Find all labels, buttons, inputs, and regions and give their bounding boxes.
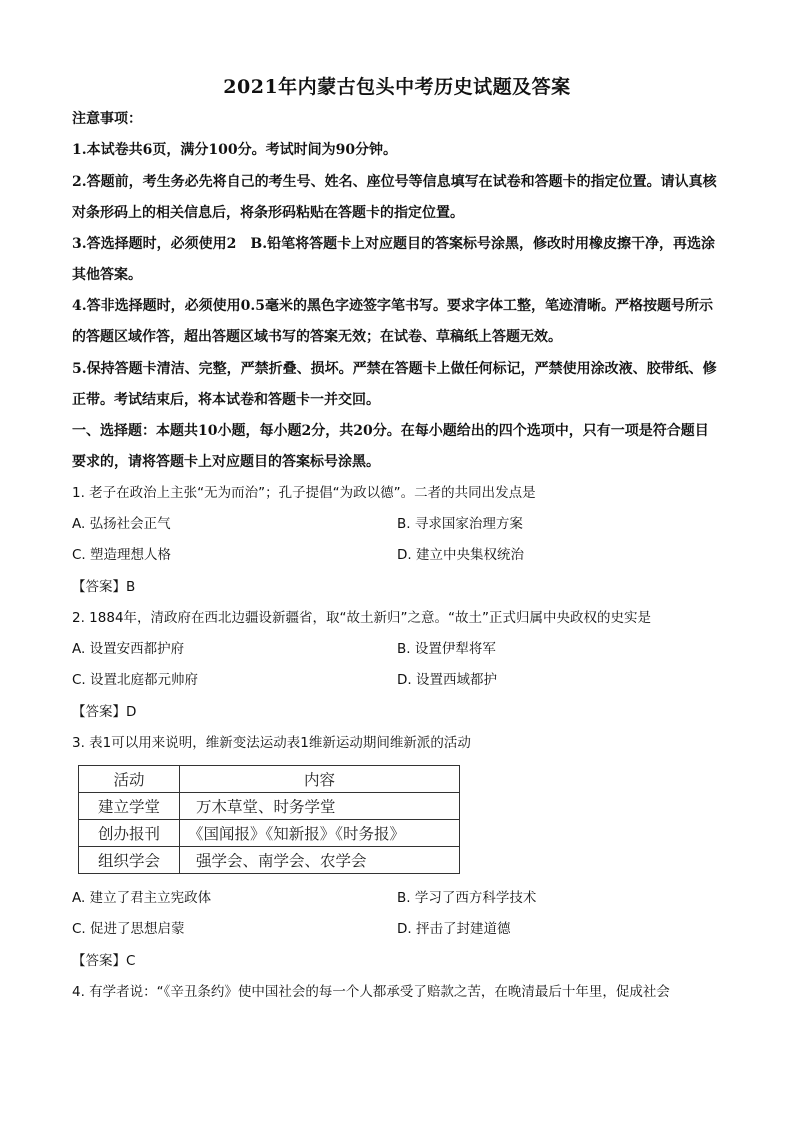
table-cell: 强学会、南学会、农学会 [180,847,460,874]
notice-line: 2.答题前，考生务必先将自己的考生号、姓名、座位号等信息填写在试卷和答题卡的指定位置。请认真核 [72,174,717,190]
notice-line: 4.答非选择题时，必须使用0.5毫米的黑色字迹签字笔书写。要求字体工整，笔迹清晰。严格按题号所示 [72,298,713,314]
option-a: A. 建立了君主立宪政体 [72,890,212,906]
table-row [79,820,460,847]
table-header-cell: 内容 [180,766,460,793]
option-d: D. 建立中央集权统治 [397,547,524,563]
option-d: D. 抨击了封建道德 [397,921,511,937]
table-header-cell: 活动 [79,766,180,793]
table-cell: 万木草堂、时务学堂 [180,793,460,820]
table-row [79,793,460,820]
option-a: A. 弘扬社会正气 [72,516,171,532]
section-heading: 要求的，请将答题卡上对应题目的答案标号涂黑。 [72,454,380,470]
table-cell: 组织学会 [79,847,180,874]
option-c: C. 促进了思想启蒙 [72,921,185,937]
notice-line: 5.保持答题卡清洁、完整，严禁折叠、损坏。严禁在答题卡上做任何标记，严禁使用涂改液、胶带纸、修 [72,361,717,377]
option-a: A. 设置安西都护府 [72,641,185,657]
option-b: B. 寻求国家治理方案 [397,516,523,532]
table-cell: 《国闻报》《知新报》《时务报》 [180,820,460,847]
table-row [79,847,460,874]
activity-table [78,765,460,874]
notice-line: 正带。考试结束后，将本试卷和答题卡一并交回。 [72,392,380,408]
section-heading: 一、选择题：本题共10小题，每小题2分，共20分。在每小题给出的四个选项中，只有一项是符合题目 [72,423,709,439]
notice-line: 对条形码上的相关信息后，将条形码粘贴在答题卡的指定位置。 [72,205,464,221]
option-d: D. 设置西域都护 [397,672,497,688]
notice-line: 的答题区域作答，超出答题区域书写的答案无效；在试卷、草稿纸上答题无效。 [72,329,562,345]
question-stem: 4. 有学者说：“《辛丑条约》使中国社会的每一个人都承受了赔款之苦，在晚清最后十年里，促成社会 [72,984,670,1000]
answer-label: 【答案】B [72,579,136,595]
notice-heading: 注意事项： [72,111,142,127]
page-title: 2021年内蒙古包头中考历史试题及答案 [223,76,571,98]
question-stem: 2. 1884年，清政府在西北边疆设新疆省，取“故土新归”之意。“故土”正式归属中央政权的史实是 [72,610,652,626]
notice-line: 3.答选择题时，必须使用2 B.铅笔将答题卡上对应题目的答案标号涂黑，修改时用橡皮擦干净，再选涂 [72,236,716,252]
notice-line: 1.本试卷共6页，满分100分。考试时间为90分钟。 [72,142,398,158]
question-stem: 1. 老子在政治上主张“无为而治”；孔子提倡“为政以德”。二者的共同出发点是 [72,485,536,501]
answer-label: 【答案】C [72,953,136,969]
option-b: B. 学习了西方科学技术 [397,890,537,906]
notice-line: 其他答案。 [72,267,142,283]
option-c: C. 塑造理想人格 [72,547,172,563]
option-b: B. 设置伊犁将军 [397,641,496,657]
table-cell: 建立学堂 [79,793,180,820]
option-c: C. 设置北庭都元帅府 [72,672,199,688]
table-header-row [79,766,460,793]
question-stem: 3. 表1可以用来说明，维新变法运动表1维新运动期间维新派的活动 [72,735,471,751]
answer-label: 【答案】D [72,704,137,720]
table-cell: 创办报刊 [79,820,180,847]
